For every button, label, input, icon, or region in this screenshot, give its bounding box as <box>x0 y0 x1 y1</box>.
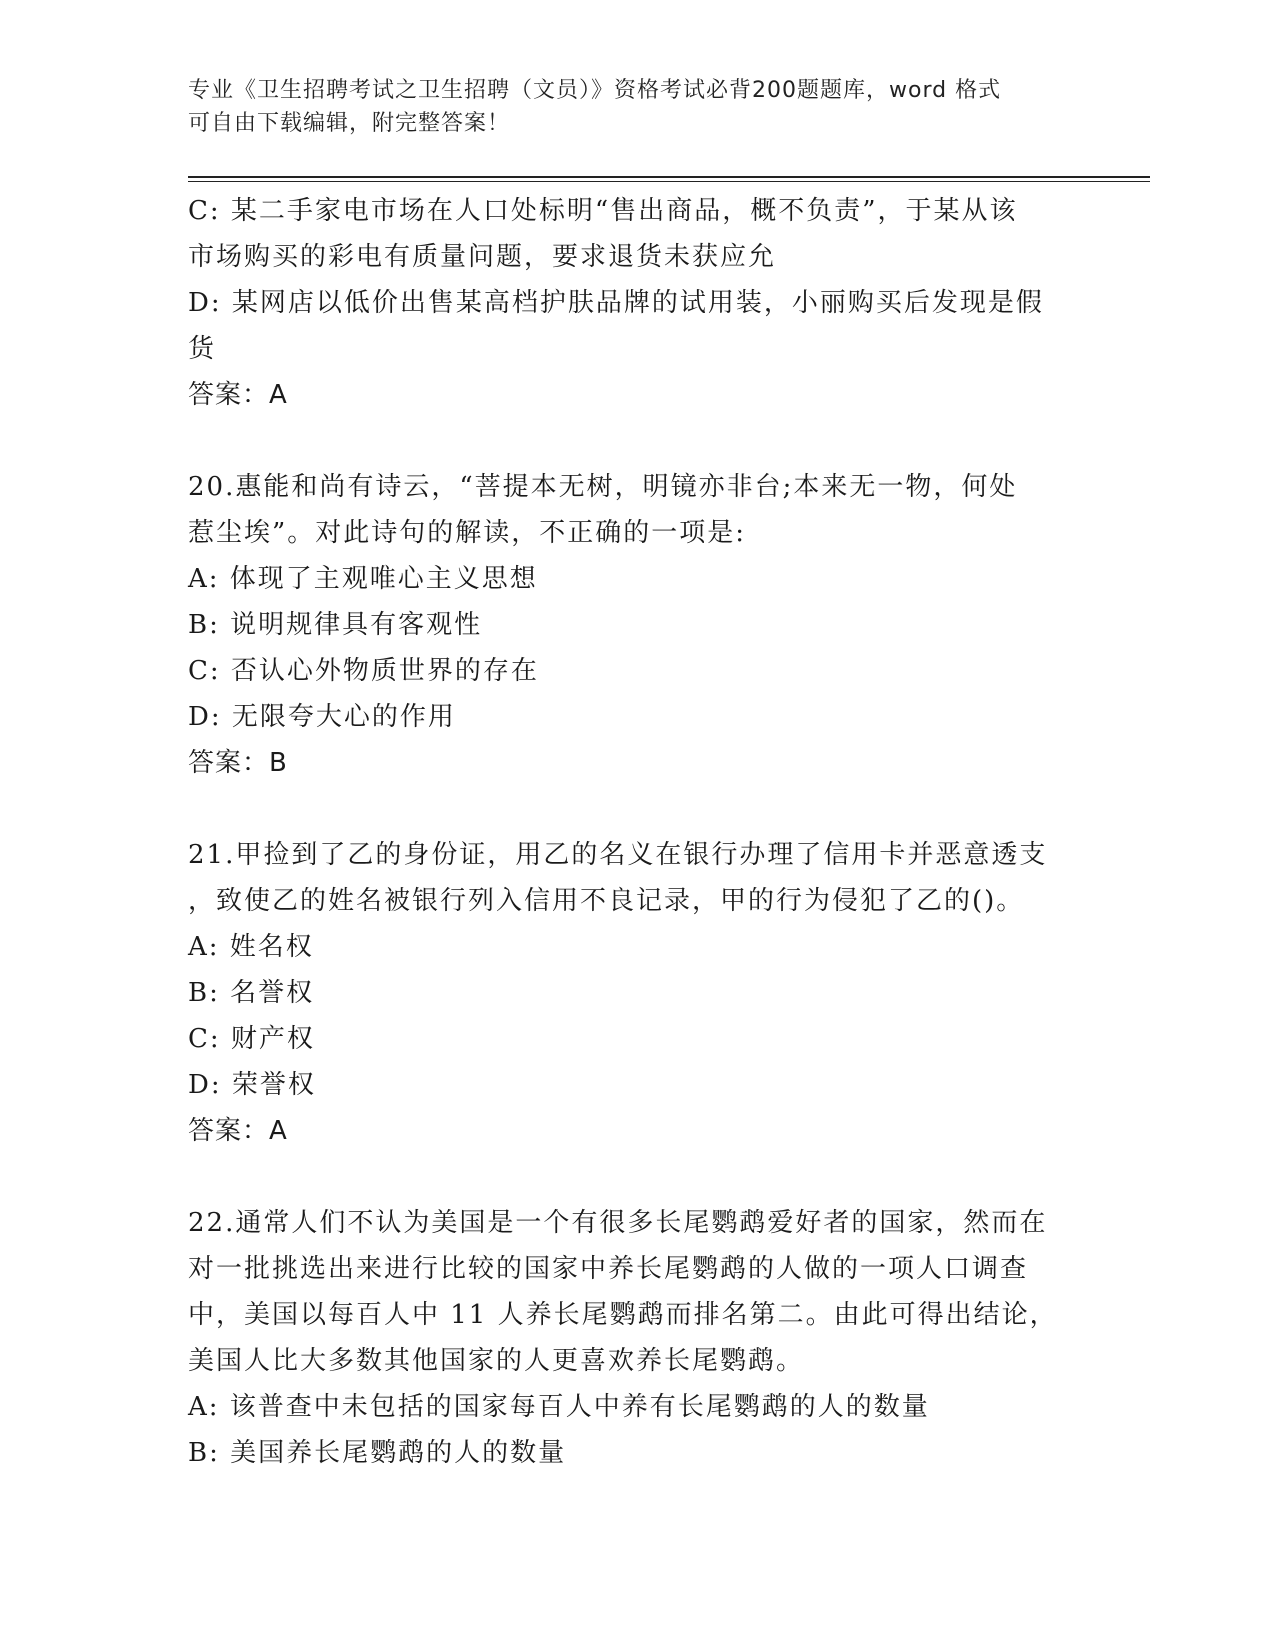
q20-option-b: B: 说明规律具有客观性 <box>188 610 483 640</box>
q19-option-d-line2: 货 <box>188 334 217 364</box>
q21-stem-line2: ，致使乙的姓名被银行列入信用不良记录，甲的行为侵犯了乙的()。 <box>188 886 1025 916</box>
spacer <box>188 786 1088 832</box>
q19-option-c-line1: C: 某二手家电市场在人口处标明“售出商品，概不负责”，于某从该 <box>188 196 1018 226</box>
q21-answer: 答案：A <box>188 1116 288 1146</box>
header-divider-thin <box>188 181 1150 182</box>
q21-option-d: D: 荣誉权 <box>188 1070 316 1100</box>
q20-answer: 答案：B <box>188 748 288 778</box>
q21-stem-line1: 21.甲捡到了乙的身份证，用乙的名义在银行办理了信用卡并恶意透支 <box>188 840 1048 870</box>
q19-answer: 答案：A <box>188 380 288 410</box>
spacer <box>188 418 1088 464</box>
q22-stem-line1: 22.通常人们不认为美国是一个有很多长尾鹦鹉爱好者的国家，然而在 <box>188 1208 1048 1238</box>
q22-option-b: B: 美国养长尾鹦鹉的人的数量 <box>188 1438 567 1468</box>
question-19 <box>188 188 1088 418</box>
question-20 <box>188 464 1088 786</box>
header-title-line2: 可自由下载编辑，附完整答案！ <box>188 111 511 136</box>
page-header <box>188 74 1088 140</box>
q22-stem-line3: 中，美国以每百人中 11 人养长尾鹦鹉而排名第二。由此可得出结论， <box>188 1300 1058 1330</box>
q20-option-d: D: 无限夸大心的作用 <box>188 702 456 732</box>
question-list <box>188 188 1088 1476</box>
q20-stem-line1: 20.惠能和尚有诗云，“菩提本无树，明镜亦非台;本来无一物，何处 <box>188 472 1018 502</box>
q21-option-b: B: 名誉权 <box>188 978 315 1008</box>
q20-option-a: A: 体现了主观唯心主义思想 <box>188 564 538 594</box>
q19-option-d-line1: D: 某网店以低价出售某高档护肤品牌的试用装，小丽购买后发现是假 <box>188 288 1044 318</box>
question-21 <box>188 832 1088 1154</box>
question-22 <box>188 1200 1088 1476</box>
q21-option-c: C: 财产权 <box>188 1024 315 1054</box>
header-divider-thick <box>188 176 1150 178</box>
q19-option-c-line2: 市场购买的彩电有质量问题，要求退货未获应允 <box>188 242 777 272</box>
q22-stem-line2: 对一批挑选出来进行比较的国家中养长尾鹦鹉的人做的一项人口调查 <box>188 1254 1029 1284</box>
q22-stem-line4: 美国人比大多数其他国家的人更喜欢养长尾鹦鹉。 <box>188 1346 805 1376</box>
q22-option-a: A: 该普查中未包括的国家每百人中养有长尾鹦鹉的人的数量 <box>188 1392 930 1422</box>
q20-option-c: C: 否认心外物质世界的存在 <box>188 656 539 686</box>
header-title-line1: 专业《卫生招聘考试之卫生招聘（文员）》资格考试必背200题题库，word 格式 <box>188 78 1002 103</box>
q21-option-a: A: 姓名权 <box>188 932 314 962</box>
q20-stem-line2: 惹尘埃”。对此诗句的解读，不正确的一项是: <box>188 518 747 548</box>
spacer <box>188 1154 1088 1200</box>
